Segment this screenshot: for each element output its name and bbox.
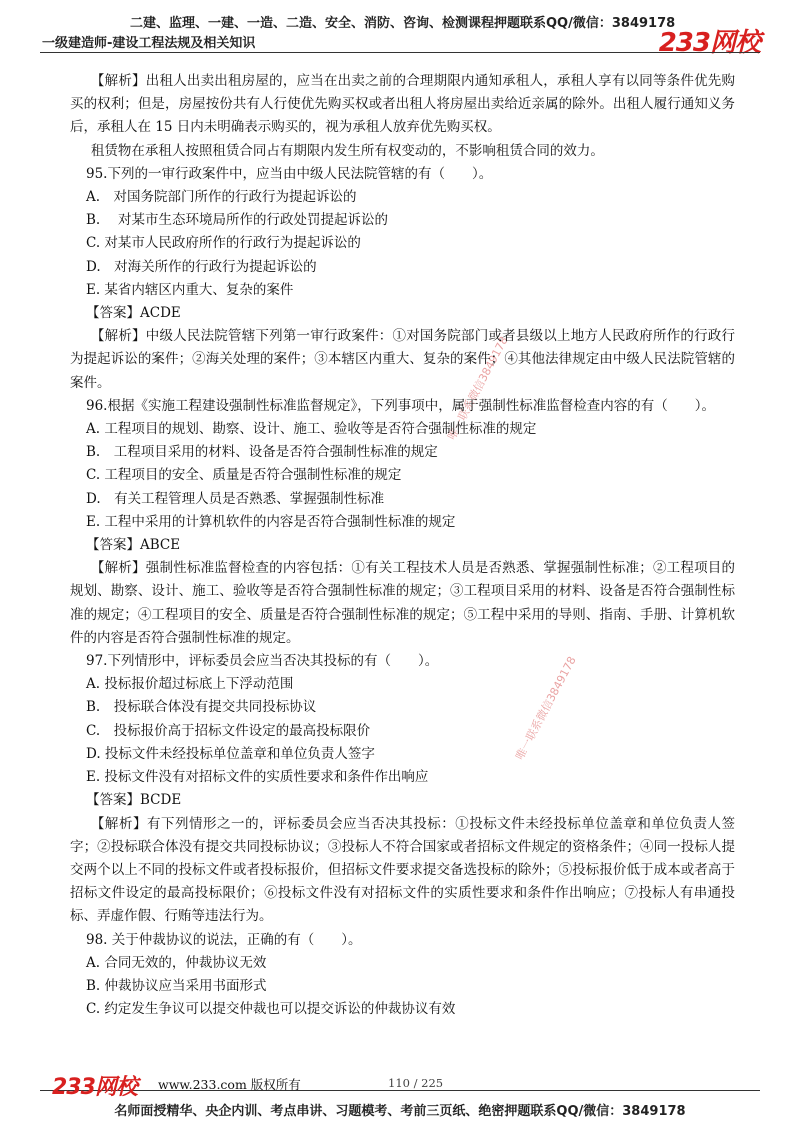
answer-option-line: E. 工程中采用的计算机软件的内容是否符合强制性标准的规定 <box>86 513 456 530</box>
question-stem: 96.根据《实施工程建设强制性标准监督规定》，下列事项中，属于强制性标准监督检查内容的有（ ）。 <box>86 397 715 414</box>
footer-logo: 233网校 <box>52 1075 137 1100</box>
answer-option-line: A. 工程项目的规划、勘察、设计、施工、验收等是否符合强制性标准的规定 <box>86 421 537 438</box>
answer-option-line: C. 约定发生争议可以提交仲裁也可以提交诉讼的仲裁协议有效 <box>86 1001 456 1018</box>
footer-divider <box>40 1090 760 1091</box>
footer-contact-line: 名师面授精华、央企内训、考点串讲、习题模考、考前三页纸、绝密押题联系QQ/微信：3849178 <box>114 1104 686 1119</box>
page-number: 110 / 225 <box>388 1076 444 1090</box>
watermark: 唯一联系微信3849178 <box>445 334 511 443</box>
answer-option-line: D. 对海关所作的行政行为提起诉讼的 <box>86 258 317 275</box>
question-stem: 95.下列的一审行政案件中，应当由中级人民法院管辖的有（ ）。 <box>86 165 493 182</box>
answer-option-line: B. 仲裁协议应当采用书面形式 <box>86 977 267 994</box>
answer-option-line: C. 工程项目的安全、质量是否符合强制性标准的规定 <box>86 467 402 484</box>
watermark: 唯一联系微信3849178 <box>513 654 579 763</box>
header-divider <box>40 52 760 53</box>
answer-option-line: E. 某省内辖区内重大、复杂的案件 <box>86 281 294 298</box>
document-subtitle: 一级建造师-建设工程法规及相关知识 <box>42 36 256 51</box>
answer-option-line: E. 投标文件没有对招标文件的实质性要求和条件作出响应 <box>86 769 429 786</box>
answer-option-line: 【答案】BCDE <box>86 792 182 809</box>
question-stem: 98. 关于仲裁协议的说法，正确的有（ ）。 <box>86 931 362 948</box>
document-body <box>70 70 735 1021</box>
answer-option-line: 【答案】ACDE <box>86 305 181 322</box>
answer-option-line: C. 投标报价高于招标文件设定的最高投标限价 <box>86 722 371 739</box>
explanation-paragraph: 【解析】出租人出卖出租房屋的，应当在出卖之前的合理期限内通知承租人，承租人享有以同等条件优先购买的权利；但是，房屋按份共有人行使优先购买权或者出租人将房屋出卖给近亲属的除外。出租人履行通知义务后，承租人在 15 日内未明确表示购买的，视为承租人放弃优先购买权。 <box>70 73 735 136</box>
answer-option-line: A. 合同无效的，仲裁协议无效 <box>86 954 267 971</box>
answer-option-line: B. 对某市生态环境局所作的行政处罚提起诉讼的 <box>86 212 389 229</box>
explanation-paragraph: 【解析】强制性标准监督检查的内容包括：①有关工程技术人员是否熟悉、掌握强制性标准；②工程项目的规划、勘察、设计、施工、验收等是否符合强制性标准的规定；③工程项目采用的材料、设备是否符合强制性标准的规定；④工程项目的安全、质量是否符合强制性标准的规定；⑤工程中采用的导则、指南、手册、计算机软件的内容是否符合强制性标准的规定。 <box>70 560 735 646</box>
explanation-paragraph: 【解析】有下列情形之一的，评标委员会应当否决其投标：①投标文件未经投标单位盖章和单位负责人签字；②投标联合体没有提交共同投标协议；③投标人不符合国家或者招标文件规定的资格条件；④同一投标人提交两个以上不同的投标文件或者投标报价，但招标文件要求提交备选投标的除外；⑤投标报价低于成本或者高于招标文件设定的最高投标限价；⑥投标文件没有对招标文件的实质性要求和条件作出响应；⑦投标人有串通投标、弄虚作假、行贿等违法行为。 <box>70 815 735 925</box>
answer-option-line: A. 投标报价超过标底上下浮动范围 <box>86 676 294 693</box>
explanation-paragraph: 租赁物在承租人按照租赁合同占有期限内发生所有权变动的，不影响租赁合同的效力。 <box>90 142 604 159</box>
answer-option-line: B. 投标联合体没有提交共同投标协议 <box>86 699 317 716</box>
question-stem: 97.下列情形中，评标委员会应当否决其投标的有（ ）。 <box>86 653 439 670</box>
answer-option-line: D. 投标文件未经投标单位盖章和单位负责人签字 <box>86 745 375 762</box>
answer-option-line: C. 对某市人民政府所作的行政行为提起诉讼的 <box>86 235 361 252</box>
header-contact-line: 二建、监理、一建、一造、二造、安全、消防、咨询、检测课程押题联系QQ/微信：3849178 <box>130 16 676 31</box>
answer-option-line: 【答案】ABCE <box>86 537 181 554</box>
brand-logo: 233网校 <box>658 28 760 58</box>
answer-option-line: D. 有关工程管理人员是否熟悉、掌握强制性标准 <box>86 490 385 507</box>
answer-option-line: A. 对国务院部门所作的行政行为提起诉讼的 <box>86 189 357 206</box>
explanation-paragraph: 【解析】中级人民法院管辖下列第一审行政案件：①对国务院部门或者县级以上地方人民政府所作的行政行为提起诉讼的案件；②海关处理的案件；③本辖区内重大、复杂的案件；④其他法律规定由中级人民法院管辖的案件。 <box>70 328 735 391</box>
footer-site-copyright: www.233.com 版权所有 <box>158 1077 301 1092</box>
answer-option-line: B. 工程项目采用的材料、设备是否符合强制性标准的规定 <box>86 444 438 461</box>
